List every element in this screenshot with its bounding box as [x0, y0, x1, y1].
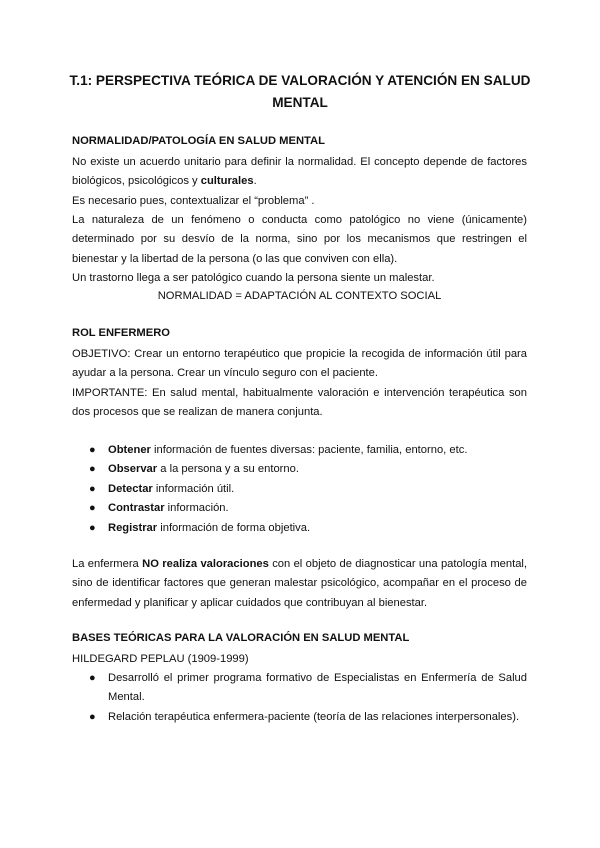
bullet-icon: ● — [89, 521, 96, 534]
list-item: ● Observar a la persona y a su entorno. — [72, 460, 527, 479]
bullet-icon: ● — [89, 710, 96, 723]
paragraph-trastorno: Un trastorno llega a ser patológico cuando la persona siente un malestar. — [72, 272, 435, 284]
list-funciones-enfermera — [72, 441, 527, 538]
paragraph-contextualizar: Es necesario pues, contextualizar el “problema” . — [72, 195, 315, 207]
list-item: ● Relación terapéutica enfermera-paciente (teoría de las relaciones interpersonales). — [72, 708, 527, 727]
paragraph-naturaleza: La naturaleza de un fenómeno o conducta como patológico no viene (únicamente) determinado por su desvío de la norma, sino por los mecanismos que restringen el bienestar y la libertad de la persona (o las que conviven con ella). — [72, 214, 527, 265]
subheading-peplau: HILDEGARD PEPLAU (1909-1999) — [72, 653, 249, 665]
list-item: ● Obtener información de fuentes diversas: paciente, familia, entorno, etc. — [72, 441, 527, 460]
list-item: ● Registrar información de forma objetiva. — [72, 519, 527, 538]
list-peplau — [72, 669, 527, 727]
bullet-icon: ● — [89, 672, 96, 684]
document-title: T.1: PERSPECTIVA TEÓRICA DE VALORACIÓN Y ATENCIÓN EN SALUD MENTAL — [69, 73, 531, 110]
list-item: ● Contrastar información. — [72, 499, 527, 518]
paragraph-objetivo: OBJETIVO: Crear un entorno terapéutico que propicie la recogida de información útil para ayudar a la persona. Crear un vínculo seguro con el paciente. — [72, 348, 527, 380]
list-item: ● Desarrolló el primer programa formativo de Especialistas en Enfermería de Salud Mental. — [72, 669, 527, 708]
section-heading-bases-teoricas: BASES TEÓRICAS PARA LA VALORACIÓN EN SALUD MENTAL — [72, 632, 410, 644]
section-heading-rol-enfermero: ROL ENFERMERO — [72, 327, 170, 339]
paragraph-normalidad-definicion: No existe un acuerdo unitario para definir la normalidad. El concepto depende de factores biológicos, psicológicos y culturales. — [72, 156, 527, 188]
paragraph-no-realiza-valoraciones: La enfermera NO realiza valoraciones con el objeto de diagnosticar una patología mental, sino de identificar factores que generan malestar psicológico, acompañar en el proceso de enfermedad y planificar y aplicar cuidados que contribuyan al bienestar. — [72, 558, 528, 609]
list-item: ● Detectar información útil. — [72, 480, 527, 499]
bullet-icon: ● — [89, 502, 96, 515]
bullet-icon: ● — [89, 444, 96, 456]
bullet-icon: ● — [89, 463, 96, 476]
section-heading-normalidad: NORMALIDAD/PATOLOGÍA EN SALUD MENTAL — [72, 135, 325, 147]
formula-normalidad: NORMALIDAD = ADAPTACIÓN AL CONTEXTO SOCIAL — [157, 290, 442, 302]
bullet-icon: ● — [89, 482, 96, 495]
paragraph-importante: IMPORTANTE: En salud mental, habitualmente valoración e intervención terapéutica son dos procesos que se realizan de manera conjunta. — [72, 387, 527, 419]
